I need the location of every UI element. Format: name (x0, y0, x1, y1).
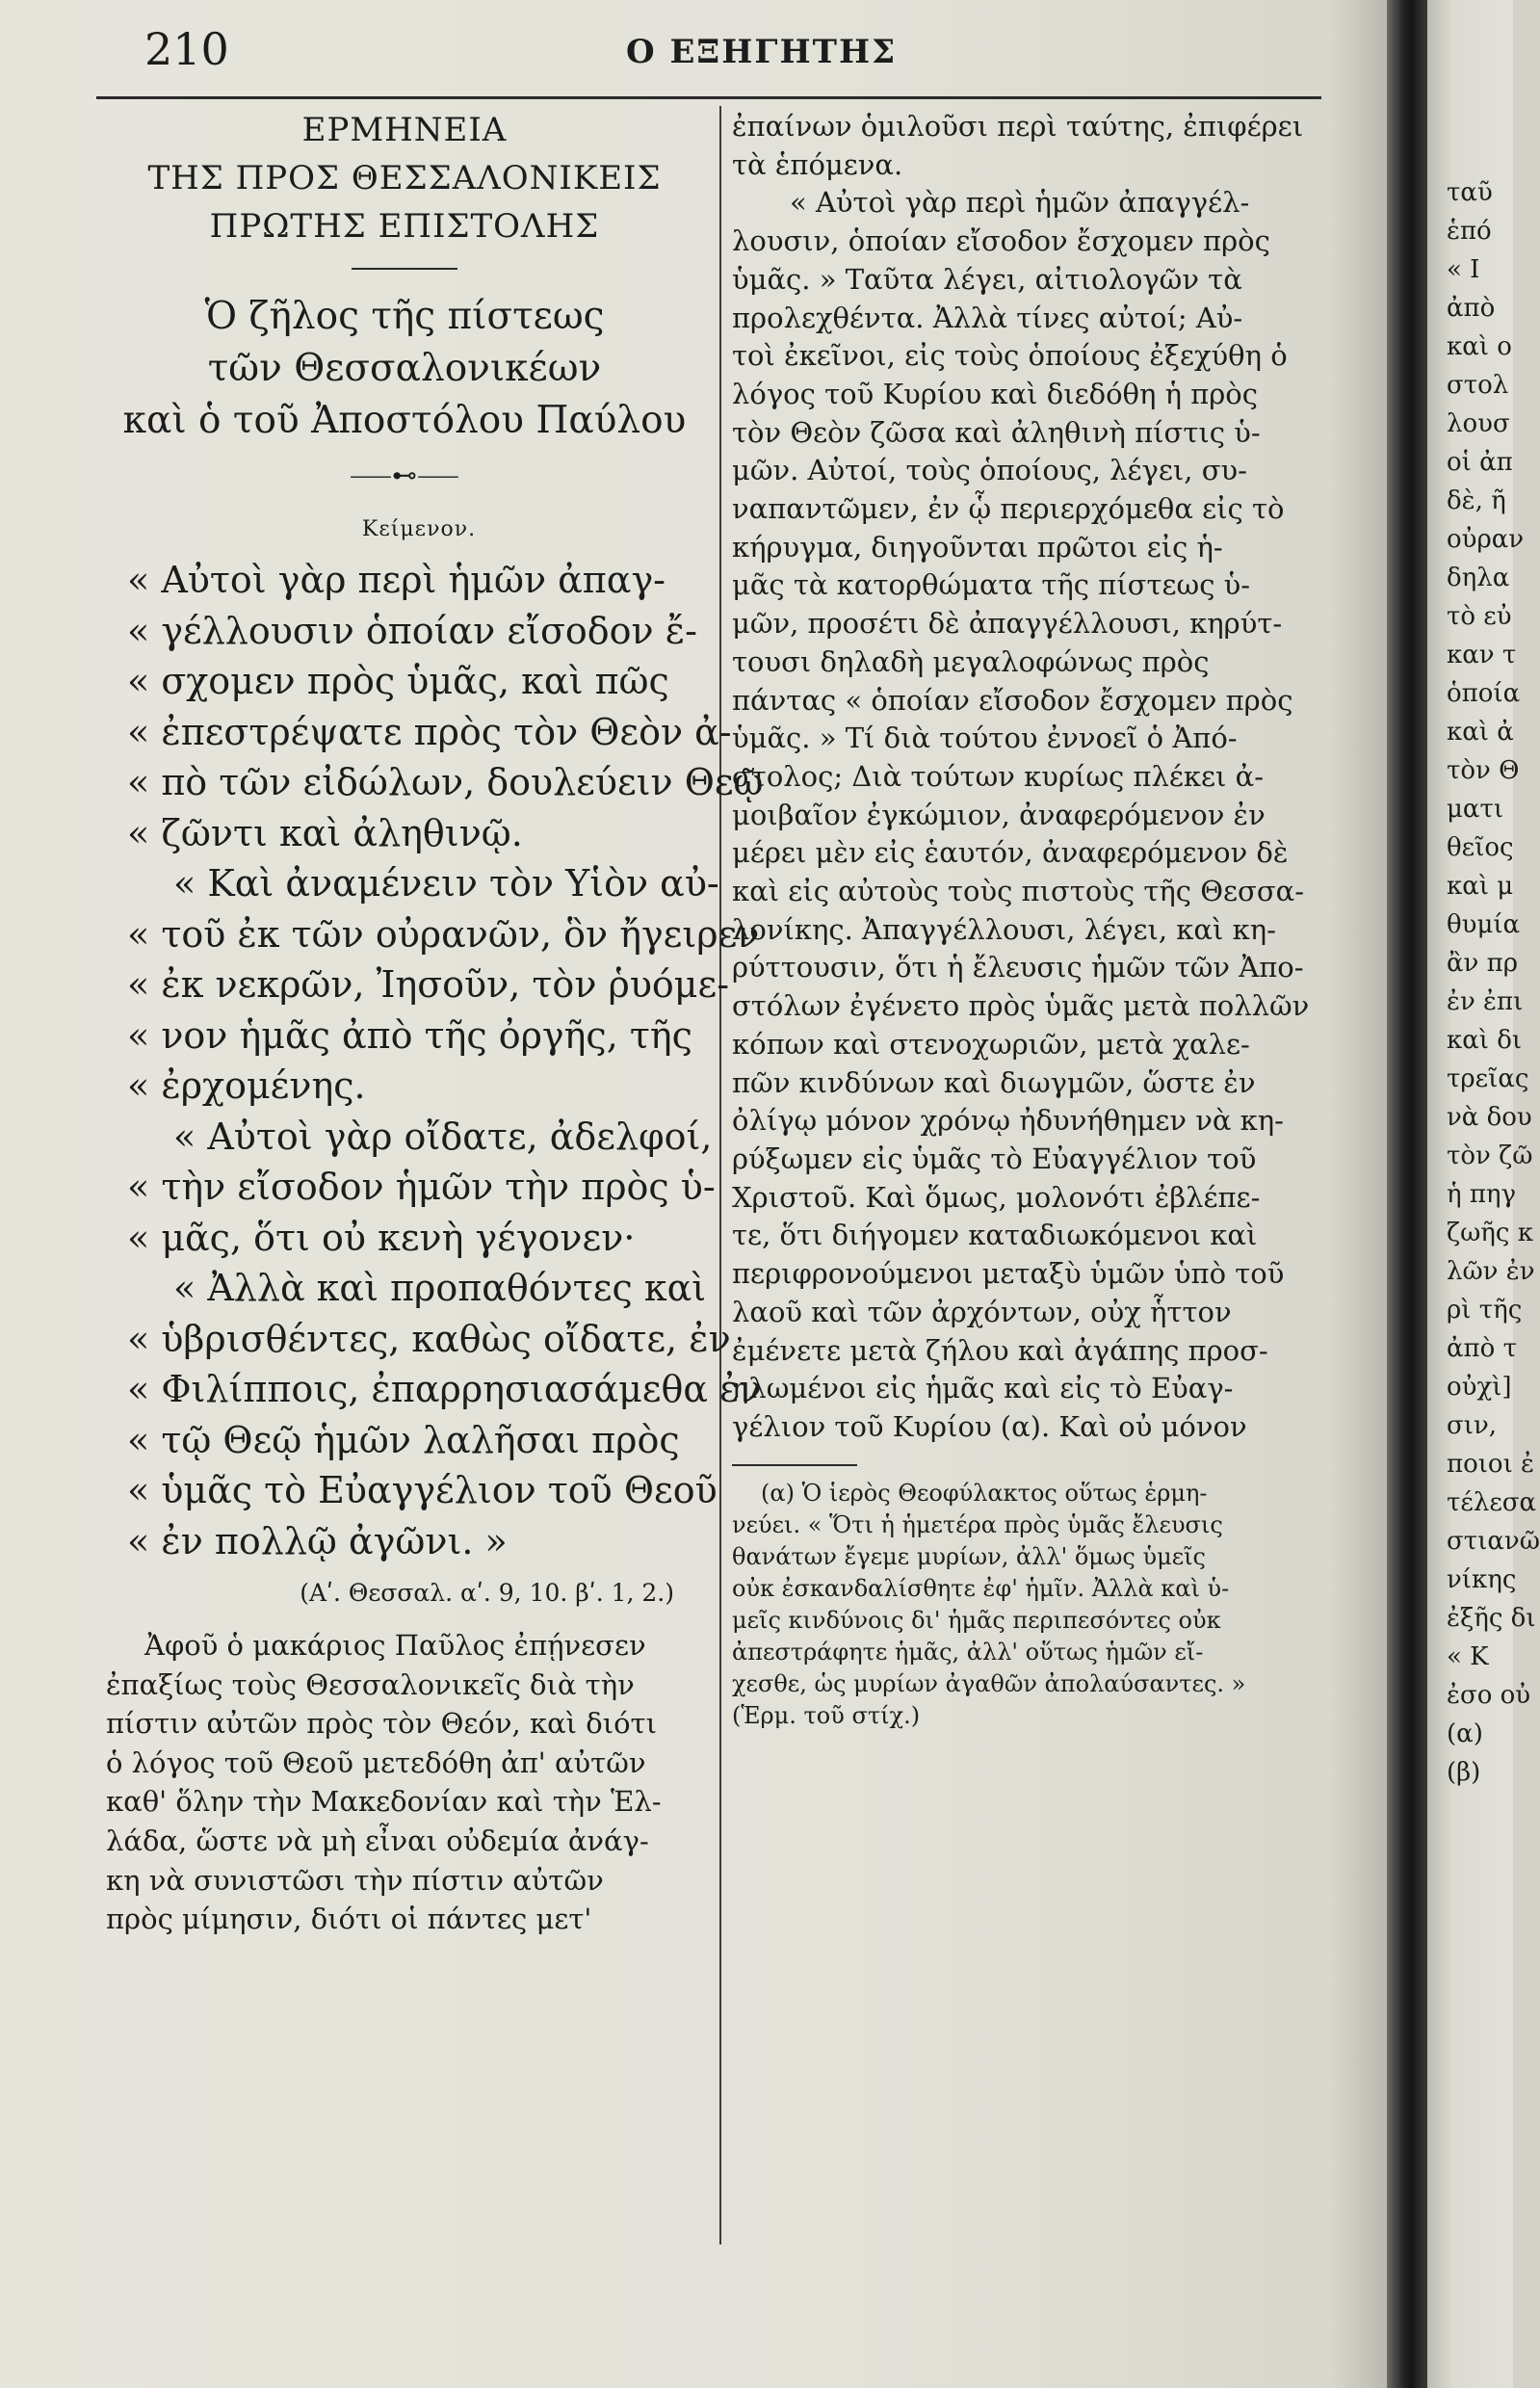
facing-page-fragment: λῶν ἐν (1447, 1257, 1535, 1286)
facing-page-fragment: (α) (1447, 1719, 1483, 1748)
footnote-line: μεῖς κινδύνοις δι' ἡμᾶς περιπεσόντες οὐκ (732, 1606, 1221, 1634)
quote-line: « Ἀλλὰ καὶ προπαθόντες καὶ (173, 1267, 707, 1309)
quote-line: « τῷ Θεῷ ἡμῶν λαλῆσαι πρὸς (127, 1418, 680, 1461)
facing-page-fragment: « Ι (1447, 255, 1480, 284)
body-line: καὶ εἰς αὐτοὺς τοὺς πιστοὺς τῆς Θεσσα- (732, 875, 1305, 908)
left-column (106, 106, 764, 1939)
body-line: « Αὐτοὶ γὰρ περὶ ἡμῶν ἀπαγγέλ- (790, 186, 1250, 220)
footnote-line: χεσθε, ὡς μυρίων ἀγαθῶν ἀπολαύσαντες. » (732, 1669, 1246, 1697)
body-line: τὰ ἑπόμενα. (732, 147, 903, 181)
quote-line: « τὴν εἴσοδον ἡμῶν τὴν πρὸς ὑ- (127, 1166, 716, 1208)
facing-page-fragment: ματι (1447, 795, 1504, 824)
facing-page-edge (1427, 0, 1540, 2388)
quote-line: « Αὐτοὶ γὰρ οἴδατε, ἀδελφοί, (173, 1115, 713, 1158)
body-line: κήρυγμα, διηγοῦνται πρῶτοι εἰς ἡ- (732, 530, 1223, 564)
facing-page-fragment: οἱ ἀπ (1447, 448, 1513, 477)
quote-line: « Αὐτοὶ γὰρ περὶ ἡμῶν ἀπαγ- (127, 559, 666, 601)
body-line: προλεχθέντα. Ἀλλὰ τίνες αὐτοί; Αὐ- (732, 301, 1243, 334)
footnote-line: νεύει. « Ὅτι ἡ ἡμετέρα πρὸς ὑμᾶς ἔλευσις (732, 1510, 1223, 1538)
facing-page-fragment: ἐν ἐπι (1447, 987, 1524, 1016)
facing-page-fragment: (β) (1447, 1758, 1481, 1787)
facing-page-fragment: οὐχὶ] (1447, 1373, 1512, 1402)
facing-page-fragment: ἂν πρ (1447, 949, 1519, 978)
facing-page-fragment: δηλα (1447, 564, 1510, 592)
scripture-citation: (Αʹ. Θεσσαλ. αʹ. 9, 10. βʹ. 1, 2.) (300, 1579, 674, 1607)
facing-page-fragment: τὸν ζῶ (1447, 1142, 1533, 1170)
scripture-quote (106, 555, 764, 1566)
facing-page-fragment: στολ (1447, 371, 1509, 400)
body-line: λονίκης. Ἀπαγγέλλουσι, λέγει, καὶ κη- (732, 912, 1276, 946)
title-line: ΠΡΩΤΗΣ ΕΠΙΣΤΟΛΗΣ (209, 207, 600, 246)
body-line: πῶν κινδύνων καὶ διωγμῶν, ὥστε ἐν (732, 1065, 1256, 1099)
title-line: ΕΡΜΗΝΕΙΑ (301, 111, 508, 149)
title-line: ΤΗΣ ΠΡΟΣ ΘΕΣΣΑΛΟΝΙΚΕΙΣ (147, 159, 662, 197)
body-line: μῶν, προσέτι δὲ ἀπαγγέλλουσι, κηρύτ- (732, 607, 1283, 641)
facing-page-fragment: νὰ δου (1447, 1103, 1532, 1132)
facing-page-fragment: στιανῶ (1447, 1527, 1540, 1556)
running-title: Ο ΕΞΗΓΗΤΗΣ (626, 33, 898, 71)
facing-page-fragment: τέλεσα (1447, 1488, 1537, 1517)
commentary-line: πίστιν αὐτῶν πρὸς τὸν Θεόν, καὶ διότι (106, 1707, 657, 1741)
facing-page-fragment: καὶ ο (1447, 332, 1512, 361)
facing-page-text (1427, 173, 1540, 1792)
quote-line: « Φιλίπποις, ἐπαρρησιασάμεθα ἐν (127, 1368, 762, 1410)
facing-page-fragment: τρεῖας (1447, 1064, 1529, 1093)
commentary-line: ὁ λόγος τοῦ Θεοῦ μετεδόθη ἀπ' αὐτῶν (106, 1745, 646, 1779)
body-line: κόπων καὶ στενοχωριῶν, μετὰ χαλε- (732, 1027, 1250, 1061)
facing-page-fragment: ἀπὸ τ (1447, 1334, 1517, 1363)
commentary-line: ἐπαξίως τοὺς Θεσσαλονικεῖς διὰ τὴν (106, 1667, 635, 1701)
commentary-line: κη νὰ συνιστῶσι τὴν πίστιν αὐτῶν (106, 1863, 604, 1897)
body-text (732, 108, 1324, 1447)
body-line: μέρει μὲν εἰς ἑαυτόν, ἀναφερόμενον δὲ (732, 836, 1289, 870)
ornament-divider: ⸺⊷⸺ (350, 461, 459, 490)
facing-page-fragment: ἐσο οὐ (1447, 1681, 1531, 1710)
body-line: ὑμᾶς. » Τί διὰ τούτου ἐννοεῖ ὁ Ἀπό- (732, 722, 1238, 755)
facing-page-fragment: ὁποία (1447, 679, 1521, 708)
facing-page-fragment: ποιοι ἐ (1447, 1450, 1534, 1479)
facing-page-fragment: καὶ δι (1447, 1026, 1523, 1055)
body-line: ὀλίγῳ μόνον χρόνῳ ἠδυνήθημεν νὰ κη- (732, 1104, 1284, 1138)
title-rule (352, 268, 457, 270)
facing-page-fragment: ρὶ τῆς (1447, 1296, 1523, 1325)
right-column (732, 108, 1324, 1732)
facing-page-fragment: θυμία (1447, 910, 1521, 939)
facing-page-fragment: θεῖος (1447, 833, 1514, 862)
body-line: τουσι δηλαδὴ μεγαλοφώνως πρὸς (732, 644, 1210, 678)
quote-line: « Καὶ ἀναμένειν τὸν Υἱὸν αὐ- (173, 862, 719, 905)
facing-page-fragment: δὲ, ῆ (1447, 486, 1506, 515)
quote-line: « ὑμᾶς τὸ Εὐαγγέλιον τοῦ Θεοῦ (127, 1469, 718, 1511)
body-line: ρύξωμεν εἰς ὑμᾶς τὸ Εὐαγγέλιον τοῦ (732, 1142, 1257, 1175)
book-gutter (1387, 0, 1427, 2388)
footnote-line: θανάτων ἔγεμε μυρίων, ἀλλ' ὅμως ὑμεῖς (732, 1542, 1206, 1570)
section-subtitle (106, 291, 703, 447)
facing-page-fragment: ἡ πηγ (1447, 1180, 1517, 1209)
commentary-line: Ἀφοῦ ὁ μακάριος Παῦλος ἐπῄνεσεν (144, 1629, 646, 1662)
body-line: Χριστοῦ. Καὶ ὅμως, μολονότι ἐβλέπε- (732, 1180, 1261, 1214)
quote-line: « μᾶς, ὅτι οὐ κενὴ γέγονεν· (127, 1216, 636, 1259)
quote-line: « πὸ τῶν εἰδώλων, δουλεύειν Θεῷ (127, 761, 764, 803)
facing-page-fragment: ἑπό (1447, 217, 1492, 246)
subtitle-line: τῶν Θεσσαλονικέων (207, 347, 602, 390)
commentary-line: πρὸς μίμησιν, διότι οἱ πάντες μετ' (106, 1903, 592, 1936)
subtitle-line: καὶ ὁ τοῦ Ἀποστόλου Παύλου (122, 399, 687, 442)
quote-line: « ἐν πολλῷ ἀγῶνι. » (127, 1519, 508, 1562)
body-line: μοιβαῖον ἐγκώμιον, ἀναφερόμενον ἐν (732, 798, 1266, 831)
footnote-line: (α) Ὁ ἱερὸς Θεοφύλακτος οὕτως ἑρμη- (761, 1479, 1208, 1507)
page-header (0, 19, 1387, 77)
quote-line: « ζῶντι καὶ ἀληθινῷ. (127, 811, 523, 854)
facing-page-fragment: λουσ (1447, 409, 1510, 438)
quote-line: « νον ἡμᾶς ἀπὸ τῆς ὀργῆς, τῆς (127, 1013, 692, 1057)
body-line: τὸν Θεὸν ζῶσα καὶ ἀληθινὴ πίστις ὑ- (732, 415, 1261, 449)
body-line: ναπαντῶμεν, ἐν ᾧ περιερχόμεθα εἰς τὸ (732, 492, 1285, 526)
body-line: ὑμᾶς. » Ταῦτα λέγει, αἰτιολογῶν τὰ (732, 262, 1242, 296)
body-line: μᾶς τὰ κατορθώματα τῆς πίστεως ὑ- (732, 568, 1251, 602)
facing-page-fragment: ἀπὸ (1447, 294, 1496, 323)
facing-page-fragment: ταῦ (1447, 178, 1493, 207)
body-line: μῶν. Αὐτοί, τοὺς ὁποίους, λέγει, συ- (732, 454, 1247, 487)
quote-line: « ὑβρισθέντες, καθὼς οἴδατε, ἐν (127, 1317, 731, 1360)
facing-page-fragment: καὶ ἀ (1447, 718, 1514, 747)
footnote-line: οὐκ ἐσκανδαλίσθητε ἐφ' ἡμῖν. Ἀλλὰ καὶ ὑ- (732, 1574, 1230, 1602)
quote-line: « ἐρχομένης. (127, 1064, 366, 1107)
footnote-rule (732, 1464, 857, 1466)
facing-page-top-margin (1427, 0, 1513, 173)
facing-page-fragment: τὸ εὐ (1447, 602, 1512, 631)
quote-line: « τοῦ ἐκ τῶν οὐρανῶν, ὃν ἤγειρεν (127, 912, 760, 956)
body-line: ρύττουσιν, ὅτι ἡ ἔλευσις ἡμῶν τῶν Ἀπο- (732, 951, 1304, 984)
quote-line: « γέλλουσιν ὁποίαν εἴσοδον ἔ- (127, 609, 697, 652)
commentary-line: λάδα, ὥστε νὰ μὴ εἶναι οὐδεμία ἀνάγ- (106, 1824, 649, 1857)
quote-line: « ἐκ νεκρῶν, Ἰησοῦν, τὸν ῥυόμε- (127, 963, 730, 1006)
page-number: 210 (144, 23, 229, 75)
quote-line: « σχομεν πρὸς ὑμᾶς, καὶ πῶς (127, 660, 669, 702)
body-line: ἐμένετε μετὰ ζήλου καὶ ἀγάπης προσ- (732, 1333, 1268, 1367)
body-line: γέλιον τοῦ Κυρίου (α). Καὶ οὐ μόνον (732, 1409, 1247, 1443)
body-line: τε, ὅτι διήγομεν καταδιωκόμενοι καὶ (732, 1219, 1258, 1252)
body-line: πάντας « ὁποίαν εἴσοδον ἔσχομεν πρὸς (732, 683, 1293, 717)
footnote-line: ἀπεστράφητε ἡμᾶς, ἀλλ' οὕτως ἡμῶν εἴ- (732, 1638, 1204, 1666)
body-line: λόγος τοῦ Κυρίου καὶ διεδόθη ἡ πρὸς (732, 377, 1258, 410)
commentary (106, 1626, 703, 1939)
body-line: στολος; Διὰ τούτων κυρίως πλέκει ἀ- (732, 759, 1265, 793)
section-title (106, 106, 703, 250)
quote-line: « ἐπεστρέψατε πρὸς τὸν Θεὸν ἀ- (127, 710, 732, 753)
facing-page-fragment: ἐξῆς δι (1447, 1604, 1536, 1633)
column-divider (719, 106, 721, 2244)
body-line: ηλωμένοι εἰς ἡμᾶς καὶ εἰς τὸ Εὐαγ- (732, 1372, 1234, 1405)
section-label: Κείμενον. (361, 517, 477, 541)
facing-page-fragment: « Κ (1447, 1642, 1489, 1671)
body-line: τοὶ ἐκεῖνοι, εἰς τοὺς ὁποίους ἐξεχύθη ὁ (732, 339, 1288, 373)
footnote (732, 1478, 1324, 1732)
header-rule (96, 96, 1321, 99)
body-line: λουσιν, ὁποίαν εἴσοδον ἔσχομεν πρὸς (732, 224, 1270, 258)
facing-page-fragment: καὶ μ (1447, 872, 1514, 901)
footnote-line: (Ἑρμ. τοῦ στίχ.) (732, 1701, 921, 1729)
subtitle-line: Ὁ ζῆλος τῆς πίστεως (204, 295, 605, 338)
facing-page-fragment: καν τ (1447, 641, 1517, 669)
facing-page-fragment: τὸν Θ (1447, 756, 1520, 785)
body-line: περιφρονούμενοι μεταξὺ ὑμῶν ὑπὸ τοῦ (732, 1257, 1285, 1291)
facing-page-fragment: σιν, (1447, 1411, 1498, 1440)
body-line: στόλων ἐγένετο πρὸς ὑμᾶς μετὰ πολλῶν (732, 989, 1310, 1023)
body-line: λαοῦ καὶ τῶν ἀρχόντων, οὐχ ἧττον (732, 1295, 1232, 1328)
commentary-line: καθ' ὅλην τὴν Μακεδονίαν καὶ τὴν Ἑλ- (106, 1785, 662, 1819)
facing-page-fragment: οὐραν (1447, 525, 1525, 554)
body-line: ἐπαίνων ὁμιλοῦσι περὶ ταύτης, ἐπιφέρει (732, 110, 1304, 143)
facing-page-fragment: ζωῆς κ (1447, 1219, 1533, 1247)
facing-page-fragment: νίκης (1447, 1565, 1517, 1594)
